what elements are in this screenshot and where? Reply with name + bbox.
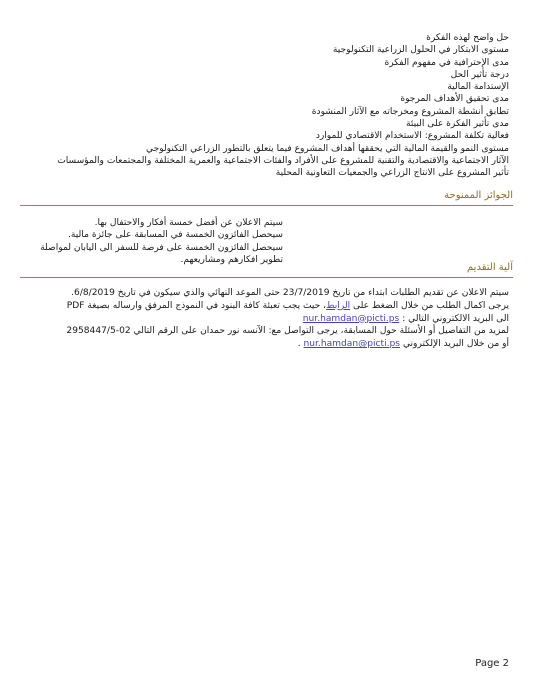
contact-email-link[interactable]: nur.hamdan@picti.ps — [303, 339, 401, 350]
prizes-section — [24, 217, 283, 267]
criteria-item: مدى تحقيق الأهداف المرجوة — [400, 94, 509, 105]
application-form-link[interactable]: الرابط — [326, 300, 351, 311]
prize-line: سيحصل الفائزون الخمسة على فرصة للسفر الى اليابان لمواصلة تطوير افكارهم ومشاريعهم. — [40, 242, 283, 266]
criteria-item: تطابق أنشطة المشروع ومخرجاته مع الآثار المنشودة — [311, 106, 509, 117]
criteria-item: حل واضح لهذه الفكرة — [426, 33, 509, 43]
criteria-item: مدى الإحترافية في مفهوم الفكرة — [384, 57, 509, 68]
application-section-heading: آلية التقديم — [20, 262, 513, 278]
criteria-item: مستوى النمو والقيمة المالية التي يحققها أهداف المشروع فيما يتعلق بالتطور الزراعي التكنولوجي — [146, 143, 509, 154]
instructions-text-start: يرجى اكمال الطلب من خلال الضغط على — [353, 300, 509, 311]
email-label: الى البريد الالكتروني التالي : — [402, 313, 509, 324]
contact-text: لمزيد من التفاصيل أو الأسئلة حول المسابقة، يرجى التواصل مع: الآنسه نور حمدان على الرقم التالي 02-2958447/5 — [66, 326, 509, 337]
page-number: Page 2 — [475, 658, 509, 669]
criteria-item: مدى تأثير الفكرة على البيئة — [405, 119, 509, 130]
criteria-item: مستوى الابتكار في الحلول الزراعية التكنولوجية — [332, 45, 509, 56]
instructions-text-end: ، حيث يجب تعبئة كافة البنود في النموذج المرفق وارساله بصيغة PDF — [66, 300, 327, 311]
criteria-item: الإستدامة المالية — [447, 82, 509, 93]
contact-email-end: . — [297, 339, 301, 350]
application-dates-text: سيتم الاعلان عن تقديم الطلبات ابتداء من تاريخ 23/7/2019 حتى الموعد النهائي والذي سيكون في تاريخ 6/8/2019. — [71, 288, 509, 298]
email-link[interactable]: nur.hamdan@picti.ps — [302, 313, 400, 324]
criteria-item: تأثير المشروع على الانتاج الزراعي والجمعيات التعاونية المحلية — [275, 168, 509, 179]
criteria-item: الآثار الاجتماعية والاقتصادية والتقنية للمشروع على الأفراد والفئات الاجتماعية والعمرية المختلفة والمجتمعات والمؤسسات — [57, 155, 509, 166]
application-section — [20, 287, 509, 351]
contact-email-line — [20, 338, 509, 351]
application-instructions — [20, 300, 509, 313]
prize-line: سيحصل الفائزون الخمسة في المسابقة على جائزة مالية. — [68, 230, 283, 241]
prizes-section-heading: الجوائز الممنوحة — [20, 190, 513, 206]
evaluation-criteria-list — [24, 32, 509, 180]
criteria-item: فعالية تكلفة المشروع: الاستخدام الاقتصادي للموارد — [315, 131, 509, 142]
contact-email-label: أو من خلال البريد الإلكتروني — [402, 339, 509, 350]
criteria-item: درجة تأثير الحل — [450, 69, 509, 80]
email-line — [20, 313, 509, 326]
prize-line: سيتم الاعلان عن أفضل خمسة أفكار والاحتفال بها. — [94, 218, 283, 228]
